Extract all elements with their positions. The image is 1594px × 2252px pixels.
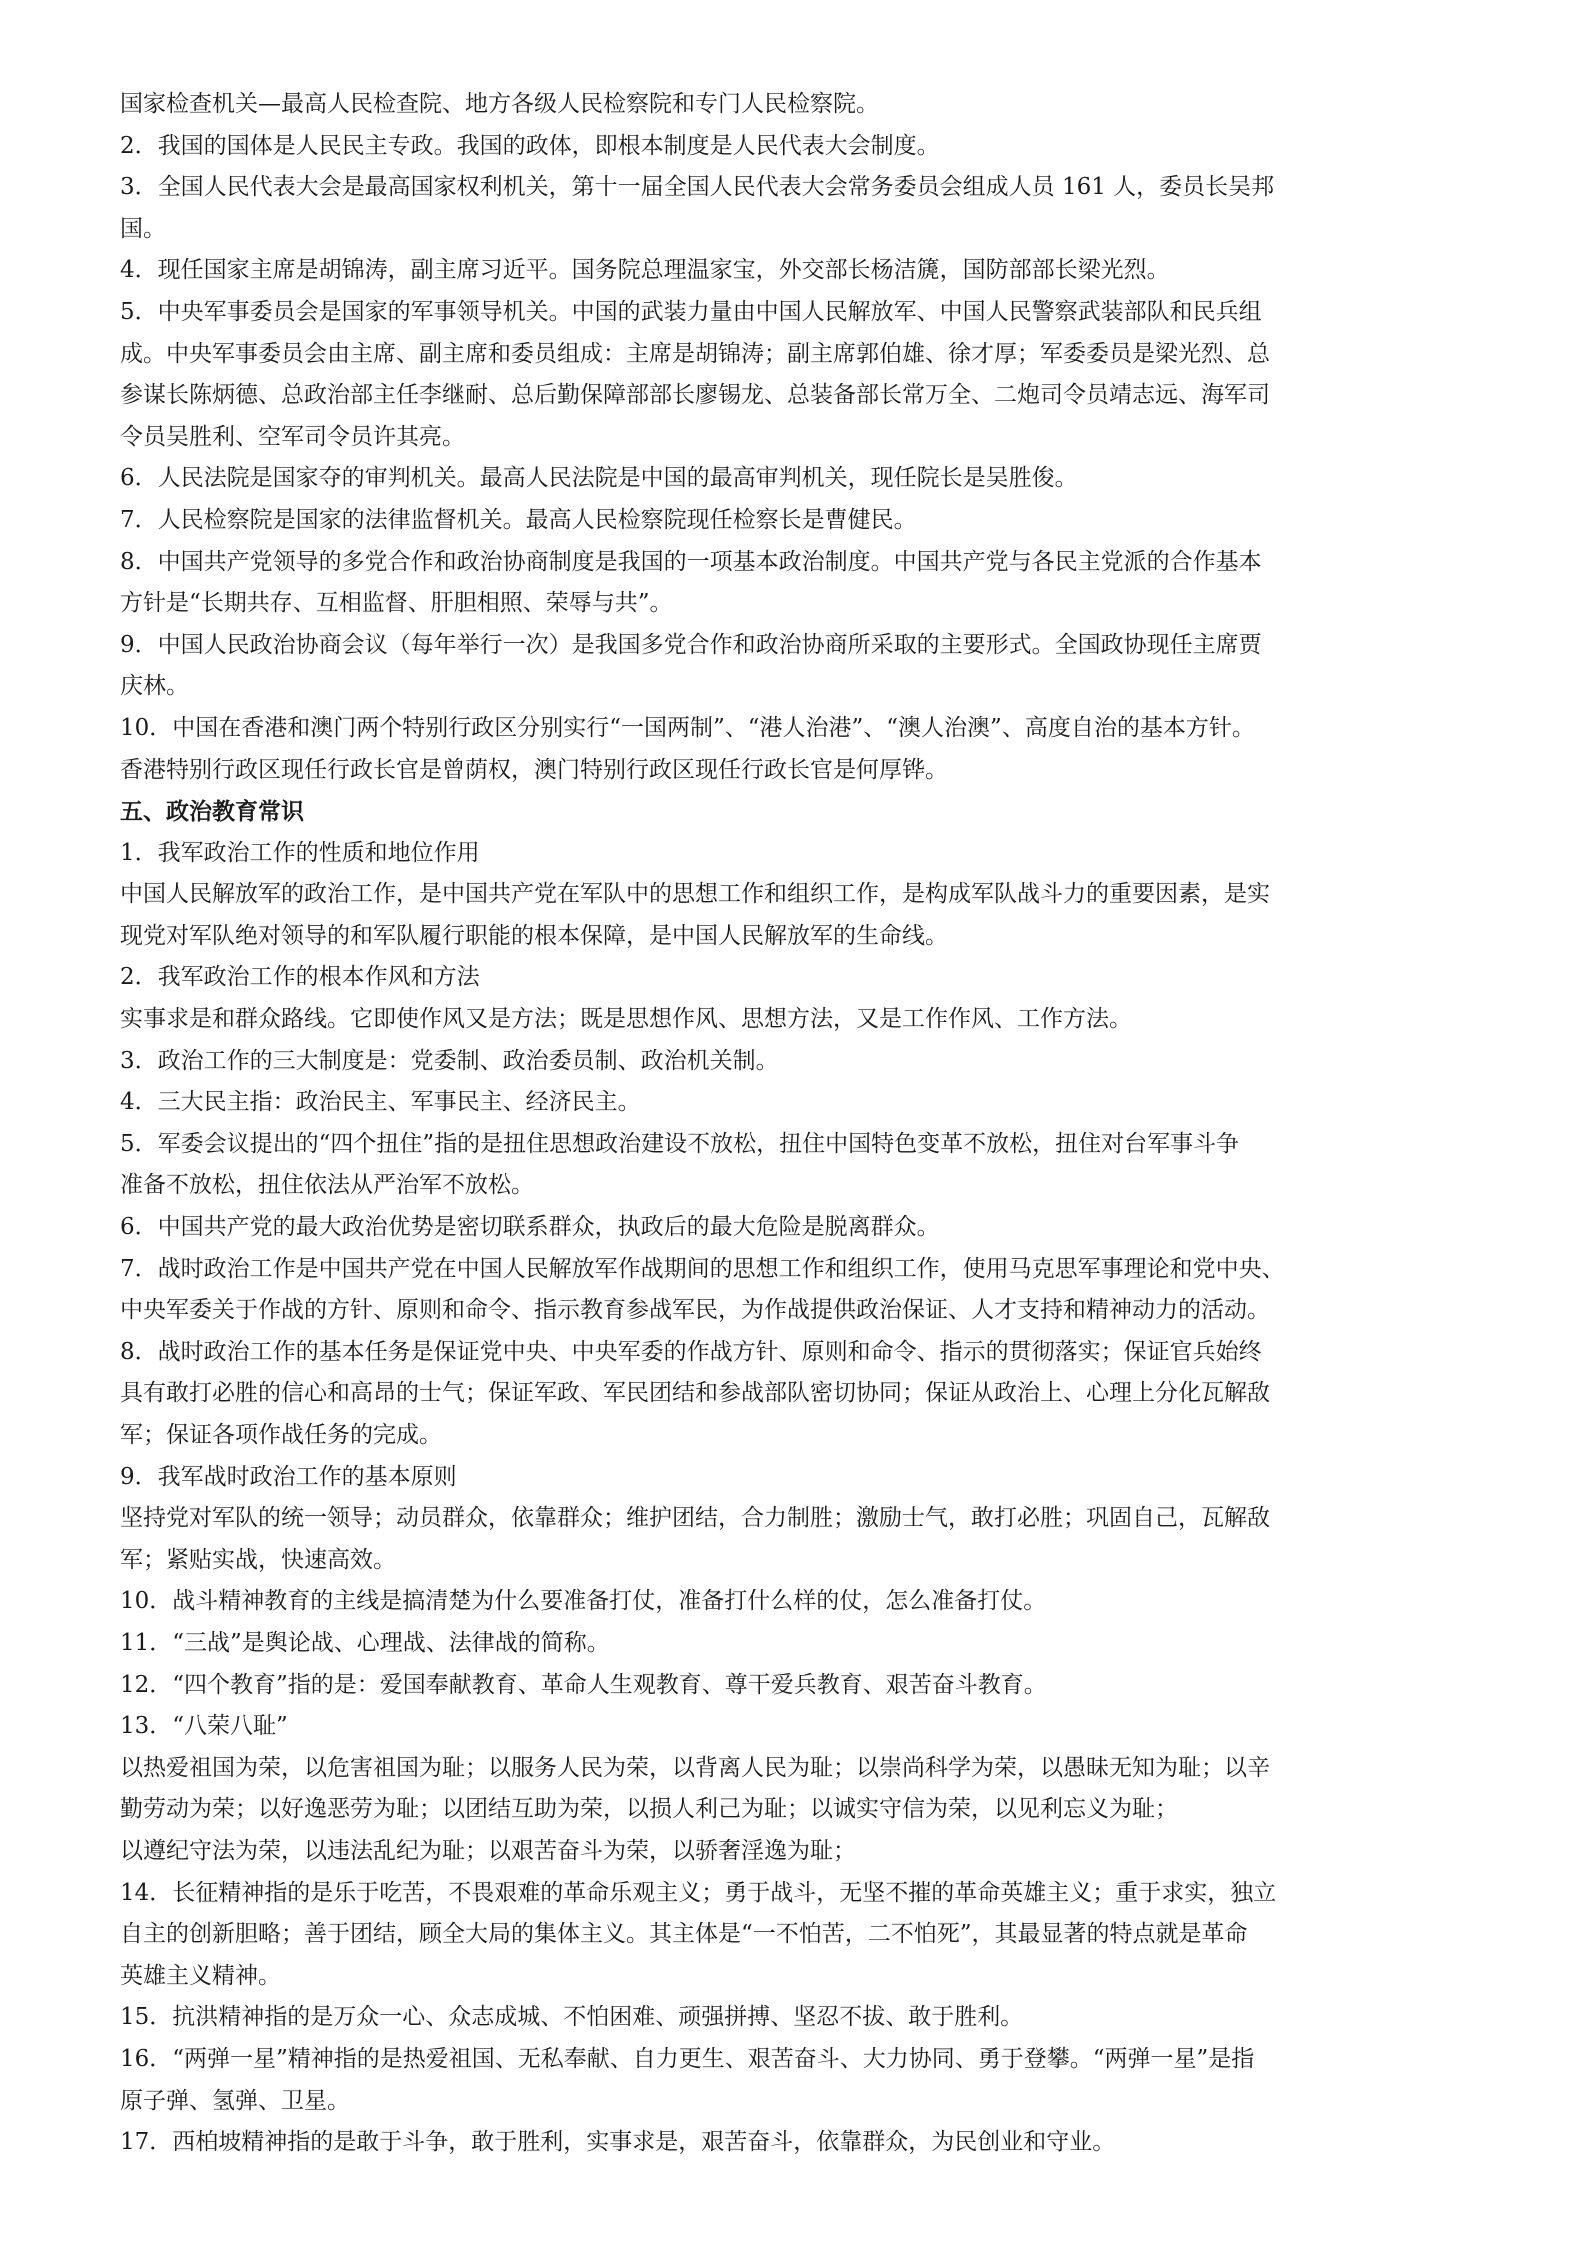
- text-line: 12．“四个教育”指的是：爱国奉献教育、革命人生观教育、尊干爱兵教育、艰苦奋斗教育。: [120, 1671, 1047, 1698]
- text-line: 10．中国在香港和澳门两个特别行政区分别实行“一国两制”、“港人治港”、“澳人治澳”、高度自治的基本方针。: [120, 714, 1255, 741]
- text-line: 实事求是和群众路线。它即使作风又是方法；既是思想作风、思想方法，又是工作作风、工作方法。: [120, 1006, 1132, 1033]
- text-line: 13．“八荣八耻”: [120, 1713, 288, 1740]
- text-line: 原子弹、氢弹、卫星。: [120, 2087, 350, 2114]
- text-line: 9．中国人民政治协商会议（每年举行一次）是我国多党合作和政治协商所采取的主要形式。全国政协现任主席贾: [120, 631, 1262, 658]
- text-line: 1．我军政治工作的性质和地位作用: [120, 839, 480, 866]
- document-body: [120, 84, 1488, 2164]
- text-line: 勤劳动为荣；以好逸恶劳为耻；以团结互助为荣，以损人利己为耻；以诚实守信为荣，以见利忘义为耻；: [120, 1796, 1178, 1823]
- text-line: 国。: [120, 215, 166, 242]
- text-line: 17．西柏坡精神指的是敢于斗争，敢于胜利，实事求是，艰苦奋斗，依靠群众，为民创业和守业。: [120, 2129, 1116, 2156]
- text-line: 以热爱祖国为荣，以危害祖国为耻；以服务人民为荣，以背离人民为耻；以崇尚科学为荣，以愚昧无知为耻；以辛: [120, 1754, 1270, 1781]
- text-line: 中央军委关于作战的方针、原则和命令、指示教育参战军民，为作战提供政治保证、人才支持和精神动力的活动。: [120, 1297, 1270, 1324]
- text-line: 5．中央军事委员会是国家的军事领导机关。中国的武装力量由中国人民解放军、中国人民警察武装部队和民兵组: [120, 298, 1262, 325]
- text-line: 令员吴胜利、空军司令员许其亮。: [120, 423, 465, 450]
- text-line: 2．我国的国体是人民民主专政。我国的政体，即根本制度是人民代表大会制度。: [120, 132, 940, 159]
- text-line: 8．战时政治工作的基本任务是保证党中央、中央军委的作战方针、原则和命令、指示的贯彻落实；保证官兵始终: [120, 1338, 1262, 1365]
- text-line: 庆林。: [120, 673, 189, 700]
- text-line: 7．战时政治工作是中国共产党在中国人民解放军作战期间的思想工作和组织工作，使用马克思军事理论和党中央、: [120, 1255, 1285, 1282]
- text-line: 6．中国共产党的最大政治优势是密切联系群众，执政后的最大危险是脱离群众。: [120, 1214, 940, 1241]
- text-line: 3．全国人民代表大会是最高国家权利机关，第十一届全国人民代表大会常务委员会组成人员 161 人，委员长吴邦: [120, 174, 1275, 201]
- text-line: 军；紧贴实战，快速高效。: [120, 1546, 396, 1573]
- text-line: 15．抗洪精神指的是万众一心、众志成城、不怕困难、顽强拼搏、坚忍不拔、敢于胜利。: [120, 2004, 1024, 2031]
- text-line: 6．人民法院是国家夺的审判机关。最高人民法院是中国的最高审判机关，现任院长是吴胜俊。: [120, 465, 1078, 492]
- text-line: 14．长征精神指的是乐于吃苦，不畏艰难的革命乐观主义；勇于战斗，无坚不摧的革命英雄主义；重于求实，独立: [120, 1879, 1277, 1906]
- text-line: 坚持党对军队的统一领导；动员群众，依靠群众；维护团结，合力制胜；激励士气，敢打必胜；巩固自己，瓦解敌: [120, 1505, 1270, 1532]
- text-line: 英雄主义精神。: [120, 1962, 281, 1989]
- text-line: 9．我军战时政治工作的基本原则: [120, 1463, 457, 1490]
- text-line: 10．战斗精神教育的主线是搞清楚为什么要准备打仗，准备打什么样的仗，怎么准备打仗。: [120, 1588, 1047, 1615]
- text-line: 军；保证各项作战任务的完成。: [120, 1422, 442, 1448]
- text-line: 具有敢打必胜的信心和高昂的士气；保证军政、军民团结和参战部队密切协同；保证从政治上、心理上分化瓦解敌: [120, 1380, 1270, 1407]
- text-line: 5．军委会议提出的“四个扭住”指的是扭住思想政治建设不放松，扭住中国特色变革不放松，扭住对台军事斗争: [120, 1130, 1240, 1157]
- text-line: 11．“三战”是舆论战、心理战、法律战的简称。: [120, 1629, 610, 1656]
- text-line: 4．三大民主指：政治民主、军事民主、经济民主。: [120, 1089, 641, 1116]
- text-line: 3．政治工作的三大制度是：党委制、政治委员制、政治机关制。: [120, 1047, 779, 1074]
- text-line: 方针是“长期共存、互相监督、肝胆相照、荣辱与共”。: [120, 590, 673, 617]
- text-line: 准备不放松，扭住依法从严治军不放松。: [120, 1172, 534, 1199]
- text-line: 参谋长陈炳德、总政治部主任李继耐、总后勤保障部部长廖锡龙、总装备部长常万全、二炮司令员靖志远、海军司: [120, 382, 1270, 409]
- text-line: 以遵纪守法为荣，以违法乱纪为耻；以艰苦奋斗为荣，以骄奢淫逸为耻；: [120, 1837, 856, 1864]
- text-line: 4．现任国家主席是胡锦涛，副主席习近平。国务院总理温家宝，外交部长杨洁篪，国防部部长梁光烈。: [120, 257, 1170, 284]
- text-line: 7．人民检察院是国家的法律监督机关。最高人民检察院现任检察长是曹健民。: [120, 506, 917, 533]
- text-line: 国家检查机关—最高人民检查院、地方各级人民检察院和专门人民检察院。: [120, 91, 879, 117]
- text-line: 自主的创新胆略；善于团结，顾全大局的集体主义。其主体是“一不怕苦，二不怕死”，其最显著的特点就是革命: [120, 1921, 1248, 1948]
- text-line: 中国人民解放军的政治工作，是中国共产党在军队中的思想工作和组织工作，是构成军队战斗力的重要因素，是实: [120, 881, 1270, 908]
- text-line: 16．“两弹一星”精神指的是热爱祖国、无私奉献、自力更生、艰苦奋斗、大力协同、勇于登攀。“两弹一星”是指: [120, 2045, 1255, 2072]
- text-line: 成。中央军事委员会由主席、副主席和委员组成：主席是胡锦涛；副主席郭伯雄、徐才厚；军委委员是梁光烈、总: [120, 340, 1270, 367]
- section-heading: 五、政治教育常识: [120, 798, 304, 826]
- text-line: 香港特别行政区现任行政长官是曾荫权，澳门特别行政区现任行政长官是何厚铧。: [120, 756, 948, 783]
- text-line: 2．我军政治工作的根本作风和方法: [120, 964, 480, 991]
- text-line: 8．中国共产党领导的多党合作和政治协商制度是我国的一项基本政治制度。中国共产党与各民主党派的合作基本: [120, 548, 1262, 575]
- text-line: 现党对军队绝对领导的和军队履行职能的根本保障，是中国人民解放军的生命线。: [120, 922, 948, 949]
